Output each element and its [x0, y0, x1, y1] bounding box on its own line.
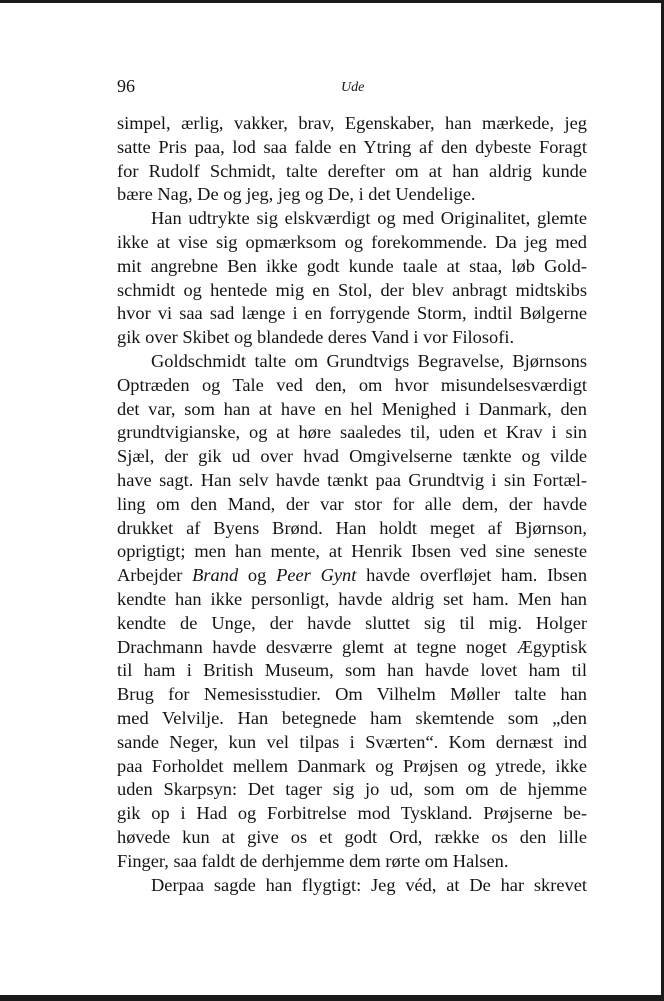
page-header: [117, 74, 587, 98]
paragraph-first-line: Han udtrykte sig elskværdigt og med Originalitet, glemte: [151, 208, 587, 229]
text-line: til ham i British Museum, som han havde lovet ham til: [117, 660, 587, 681]
page-number: 96: [117, 76, 135, 96]
text-line: gik op i Had og Forbitrelse mod Tyskland. Prøjserne be-: [117, 803, 587, 824]
text-run: og: [238, 565, 277, 586]
text-line: ikke at vise sig opmærksom og forekommende. Da jeg med: [117, 231, 587, 252]
text-line: ling om den Mand, der var stor for alle dem, der havde: [117, 493, 587, 514]
text-line: bære Nag, De og jeg, jeg og De, i det Uendelige.: [117, 184, 476, 205]
text-line: kendte de Unge, der havde sluttet sig til mig. Holger: [117, 612, 587, 633]
text-line: paa Forholdet mellem Danmark og Prøjsen og ytrede, ikke: [117, 755, 587, 776]
text-line: gik over Skibet og blandede deres Vand i vor Filosofi.: [117, 327, 515, 348]
scan-bottom-edge: [0, 995, 664, 1001]
text-line: satte Pris paa, lod saa falde en Ytring af den dybeste Foragt: [117, 136, 587, 157]
text-line: simpel, ærlig, vakker, brav, Egenskaber, han mærkede, jeg: [117, 113, 587, 133]
scan-top-edge: [0, 0, 664, 3]
paragraph-first-line: Goldschmidt talte om Grundtvigs Begravelse, Bjørnsons: [151, 350, 587, 371]
italic-title-peer-gynt: Peer Gynt: [276, 565, 357, 586]
running-title: Ude: [341, 80, 365, 95]
text-line-with-titles: [117, 564, 587, 588]
text-run: havde overfløjet ham. Ibsen: [356, 565, 588, 586]
paragraph-first-line: Derpaa sagde han flygtigt: Jeg véd, at De har skrevet: [151, 874, 587, 895]
text-line: uden Skarpsyn: Det tager sig jo ud, som om de hjemme: [117, 779, 587, 800]
text-line: Sjæl, der gik ud over hvad Omgivelserne tænkte og vilde: [117, 446, 587, 467]
text-line: oprigtigt; men han mente, at Henrik Ibsen ved sine seneste: [117, 541, 587, 562]
text-run: Arbejder: [117, 565, 193, 586]
text-line: Finger, saa faldt de derhjemme dem rørte om Halsen.: [117, 850, 509, 871]
text-line: Optræden og Tale ved den, om hvor misundelsesværdigt: [117, 374, 587, 395]
text-line: høvede kun at give os et godt Ord, række os den lille: [117, 826, 587, 847]
body-text: [117, 112, 587, 897]
text-line: drukket af Byens Brønd. Han holdt meget af Bjørnson,: [117, 517, 587, 538]
text-line: sande Neger, kun vel tilpas i Sværten“. Kom dernæst ind: [117, 731, 587, 752]
text-line: med Velvilje. Han betegnede ham skemtende som „den: [117, 707, 587, 728]
text-line: for Rudolf Schmidt, talte derefter om at han aldrig kunde: [117, 160, 587, 181]
text-line: grundtvigianske, og at høre saaledes til, uden et Krav i sin: [117, 422, 587, 443]
text-line: have sagt. Han selv havde tænkt paa Grundtvig i sin Fortæl-: [117, 469, 587, 490]
text-line: mit angrebne Ben ikke godt kunde taale at staa, løb Gold-: [117, 255, 587, 276]
text-line: schmidt og hentede mig en Stol, der blev anbragt midtskibs: [117, 279, 587, 300]
text-line: kendte han ikke personligt, havde aldrig set ham. Men han: [117, 588, 587, 609]
text-line: hvor vi saa sad længe i en forrygende Storm, indtil Bølgerne: [117, 303, 587, 324]
text-line: Brug for Nemesisstudier. Om Vilhelm Møller talte han: [117, 684, 587, 705]
text-line: det var, som han at have en hel Menighed i Danmark, den: [117, 398, 587, 419]
italic-title-brand: Brand: [192, 565, 239, 586]
text-line: Drachmann havde desværre glemt at tegne noget Ægyptisk: [117, 636, 587, 657]
